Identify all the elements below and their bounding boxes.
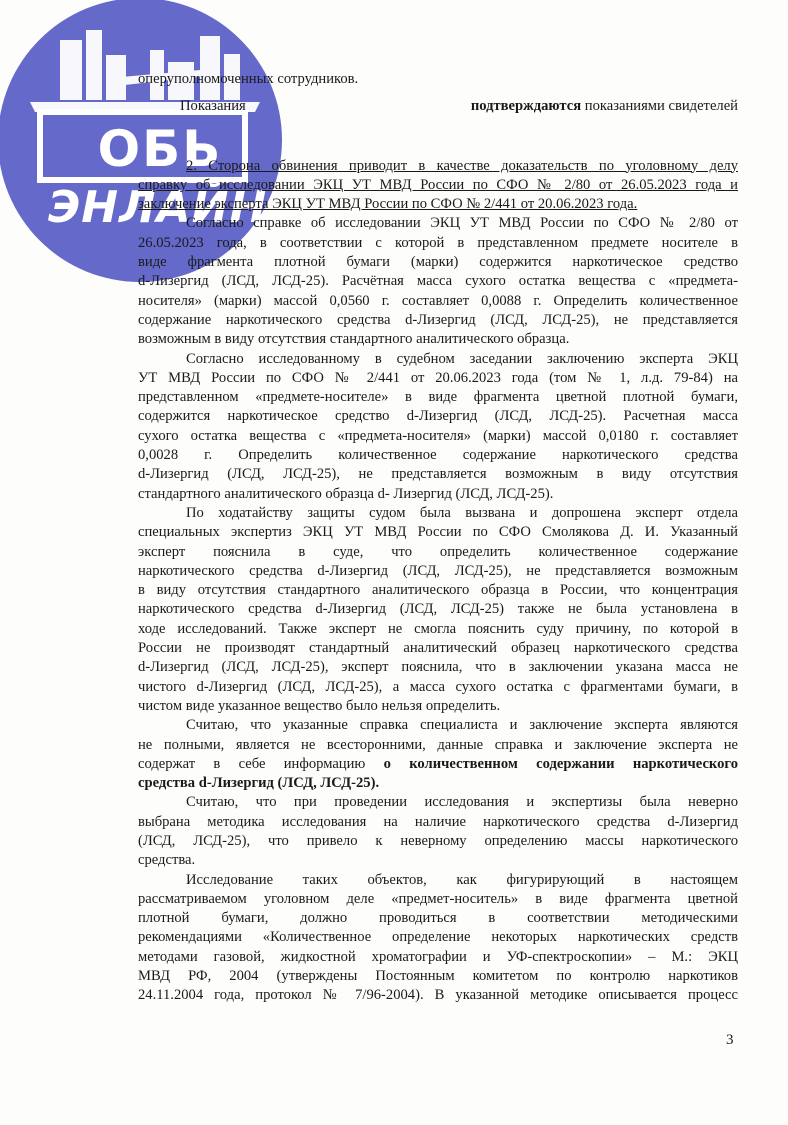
text-line: виде фрагмента плотной бумаги (марки) содержится наркотическое средство bbox=[138, 254, 738, 271]
text-line: стандартного аналитического образца d- Лизергид (ЛСД, ЛСД-25). bbox=[138, 485, 554, 502]
text-line: ходе исследований. Также эксперт не смогла пояснить суду причину, по которой в bbox=[138, 620, 738, 637]
text-line: рекомендациями «Количественное определение некоторых наркотических средств bbox=[138, 929, 738, 946]
text-line: России не производят стандартный аналитический образец наркотического средства bbox=[138, 640, 738, 657]
text-line: средства d-Лизергид (ЛСД, ЛСД-25). bbox=[138, 775, 380, 792]
text-line: представленном «предмете-носителе» в виде фрагмента цветной плотной бумаги, bbox=[138, 389, 738, 406]
page-number: 3 bbox=[726, 1032, 734, 1048]
text-line: 2. Сторона обвинения приводит в качестве доказательств по уголовному делу bbox=[186, 157, 738, 174]
text-line: d-Лизергид (ЛСД, ЛСД-25), не представляется возможным в виду отсутствия bbox=[138, 466, 738, 483]
text-line: методами газовой, жидкостной хроматографии и УФ-спектроскопии» – М.: ЭКЦ bbox=[138, 948, 738, 965]
logo-title: ОБЬ bbox=[97, 120, 223, 178]
text-segment: содержат в себе информацию bbox=[138, 755, 384, 772]
text-line bbox=[138, 97, 738, 116]
text-line: плотной бумаги, должно проводиться в соответствии методическими bbox=[138, 910, 738, 927]
text-line: d-Лизергид (ЛСД, ЛСД-25), эксперт пояснила, что в заключении указана масса не bbox=[138, 659, 738, 676]
text-line: По ходатайству защиты судом была вызвана и допрошена эксперт отдела bbox=[186, 504, 738, 521]
sep-right-text bbox=[471, 97, 738, 116]
text-line: МВД РФ, 2004 (утверждены Постоянным комитетом по контролю наркотиков bbox=[138, 968, 738, 985]
text-line: Исследование таких объектов, как фигурирующий в настоящем bbox=[186, 871, 738, 888]
text-line: 26.05.2023 года, в соответствии с которой в представленном предмете носителе в bbox=[138, 234, 738, 251]
text-line: справку об исследовании ЭКЦ УТ МВД России по СФО № 2/80 от 26.05.2023 года и bbox=[138, 176, 738, 193]
text-line: в виду отсутствия стандартного аналитического образца в России, что концентрация bbox=[138, 582, 738, 599]
text-line: 24.11.2004 года, протокол № 7/96-2004). В указанной методике описывается процесс bbox=[138, 987, 738, 1004]
text-line: наркотического средства d-Лизергид (ЛСД, ЛСД-25), не представляется возможным bbox=[138, 562, 738, 579]
text-line: оперуполномоченных сотрудников. bbox=[138, 71, 359, 87]
text-line: (ЛСД, ЛСД-25), что привело к неверному определению массы наркотического bbox=[138, 832, 738, 849]
text-line: выбрана методика исследования на наличие наркотического средства d-Лизергид bbox=[138, 813, 738, 830]
text-line: 0,0028 г. Определить количественное содержание наркотического средства bbox=[138, 447, 738, 464]
text-line: d-Лизергид (ЛСД, ЛСД-25). Расчётная масса сухого остатка вещества с «предмета- bbox=[138, 273, 738, 290]
text-line: наркотического средства d-Лизергид (ЛСД, ЛСД-25) также не была установлена в bbox=[138, 601, 738, 618]
logo-subtitle: ЭНЛАЙН bbox=[48, 182, 268, 233]
text-line: Согласно исследованному в судебном заседании заключению эксперта ЭКЦ bbox=[186, 350, 738, 367]
text-line: заключение эксперта ЭКЦ УТ МВД России по СФО № 2/441 от 20.06.2023 года. bbox=[138, 196, 638, 213]
text-line: Считаю, что указанные справка специалиста и заключение эксперта являются bbox=[186, 717, 738, 734]
text-line: эксперт пояснила в суде, что определить количественное содержание bbox=[138, 543, 738, 560]
text-line: специальных экспертиз ЭКЦ УТ МВД России по СФО Смолякова Д. И. Указанный bbox=[138, 524, 738, 541]
text-line: носителя» (марки) массой 0,0560 г. составляет 0,0088 г. Определить количественное bbox=[138, 292, 738, 309]
document-body bbox=[138, 70, 738, 1006]
text-segment-bold: о количественном содержании наркотического bbox=[383, 755, 738, 772]
text-line: рассматриваемом уголовном деле «предмет-носитель» в виде фрагмента цветной bbox=[138, 890, 738, 907]
text-line: сухого остатка вещества с «предмета-носителя» (марки) массой 0,0180 г. составляет bbox=[138, 427, 738, 444]
text-line bbox=[138, 755, 738, 774]
text-line: чистом виде указанное вещество было нельзя определить. bbox=[138, 697, 501, 714]
sep-rest-text: показаниями свидетелей bbox=[581, 98, 738, 115]
sep-left-text: Показания bbox=[180, 98, 246, 115]
text-line: чистого d-Лизергид (ЛСД, ЛСД-25), а масса сухого остатка с фрагментами бумаги, в bbox=[138, 678, 738, 695]
text-line: средства. bbox=[138, 852, 196, 869]
text-line: не полными, является не всесторонними, данные справка и заключение эксперта не bbox=[138, 736, 738, 753]
text-line: возможным в виду отсутствия стандартного аналитического образца. bbox=[138, 331, 570, 348]
sep-bold-text: подтверждаются bbox=[470, 98, 582, 115]
text-line: содержится наркотическое средство d-Лизергид (ЛСД, ЛСД-25). Расчетная масса bbox=[138, 408, 738, 425]
text-line: Считаю, что при проведении исследования и экспертизы была неверно bbox=[186, 794, 738, 811]
text-line: Согласно справке об исследовании ЭКЦ УТ МВД России по СФО № 2/80 от bbox=[186, 215, 738, 232]
text-line: содержание наркотического средства d-Лизергид (ЛСД, ЛСД-25), не представляется bbox=[138, 311, 738, 328]
text-line: УТ МВД России по СФО № 2/441 от 20.06.2023 года (том № 1, л.д. 79-84) на bbox=[138, 369, 738, 386]
